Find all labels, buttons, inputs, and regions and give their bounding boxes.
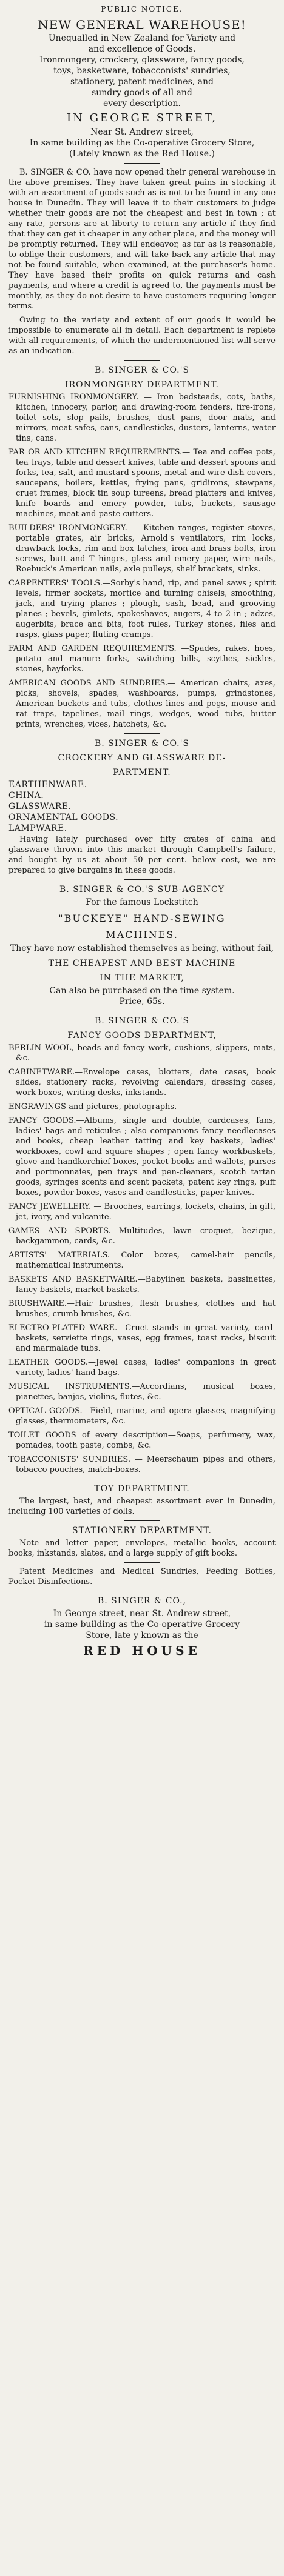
goods-list-line: stationery, patent medicines, and xyxy=(70,77,214,87)
section-title: CROCKERY AND GLASSWARE DE- xyxy=(58,753,226,763)
notice-heading: PUBLIC NOTICE. xyxy=(101,5,183,13)
crockery-item: GLASSWARE. xyxy=(8,802,72,811)
section-firm: B. SINGER & CO.'S xyxy=(94,365,190,375)
ironmongery-entry: AMERICAN GOODS AND SUNDRIES.— American chairs, axes, picks, shovels, spades, washboards, pumps, grindstones, American buckets and tubs, clothes lines and pegs, mouse and rat traps, tapelines, mail rings, wedges, wood tubs, butter prints, wrenches, vices, hatchets, &c. xyxy=(8,679,276,729)
fancy-entry: CABINETWARE.—Envelope cases, blotters, date cases, book slides, stationery racks, revolving calendars, dressing cases, work-boxes, writing desks, inkstands. xyxy=(8,1068,276,1097)
fancy-entry: FANCY JEWELLERY. — Brooches, earrings, lockets, chains, in gilt, jet, ivory, and vulcanite. xyxy=(8,1202,276,1222)
ironmongery-entry: FURNISHING IRONMONGERY. — Iron bedsteads, cots, baths, kitchen, innocery, parlor, and drawing-room fenders, fire-irons, toilet sets, slop pails, brushes, dust pans, door mats, and mirrors, meat safes, cans, candlesticks, dusters, lanterns, water tins, cans. xyxy=(8,393,276,443)
divider xyxy=(124,163,160,164)
section-firm: B. SINGER & CO.'S xyxy=(94,739,190,748)
divider xyxy=(124,360,160,361)
stationery-body: Note and letter paper, envelopes, metallic books, account books, inkstands, slates, and a large supply of gift books. xyxy=(8,1539,276,1558)
subtitle-line: and excellence of Goods. xyxy=(88,44,196,54)
footer-line: in same building as the Co-operative Grocery xyxy=(44,1620,240,1629)
fancy-entry: OPTICAL GOODS.—Field, marine, and opera glasses, magnifying glasses, thermometers, &c. xyxy=(8,1406,276,1426)
patent-body: Patent Medicines and Medical Sundries, Feeding Bottles, Pocket Disinfections. xyxy=(8,1567,276,1586)
address-line: In same building as the Co-operative Grocery Store, xyxy=(29,138,255,148)
agency-line: For the famous Lockstitch xyxy=(86,897,198,907)
section-title: PARTMENT. xyxy=(113,768,171,777)
intro-paragraph: B. SINGER & CO. have now opened their general warehouse in the above premises. They have taken great pains in stocking it with an assortment of goods such as is not to be found in any one house in Dunedin. They will leave it to their customers to judge whether their goods are not the cheapest and best in town ; at any rate, persons are at liberty to return any article if they find that they can get it cheaper in any other place, and the money will be promptly returned. They will endeavor, as far as is reasonable, to oblige their customers, and will take back any article that may not be found suitable, when examined, at the purchaser's home. They have based their profits on quick returns and cash payments, and where a credit is agreed to, the payments must be monthly, as they do not desire to have customers requiring longer terms. xyxy=(8,168,276,311)
goods-list-line: Ironmongery, crockery, glassware, fancy goods, xyxy=(39,55,245,65)
goods-list-line: every description. xyxy=(103,99,181,108)
ironmongery-entry: FARM AND GARDEN REQUIREMENTS. —Spades, rakes, hoes, potato and manure forks, switching bills, scythes, sickles, stones, hayforks. xyxy=(8,644,276,674)
toy-body: The largest, best, and cheapest assortment ever in Dunedin, including 100 varieties of dolls. xyxy=(8,1497,276,1516)
fancy-entry: BRUSHWARE.—Hair brushes, flesh brushes, clothes and hat brushes, crumb brushes, &c. xyxy=(8,1299,276,1319)
fancy-entry: TOILET GOODS of every description—Soaps, perfumery, wax, pomades, tooth paste, combs, &c. xyxy=(8,1431,276,1450)
fancy-entry: BASKETS AND BASKETWARE.—Babylinen baskets, bassinettes, fancy baskets, market baskets. xyxy=(8,1275,276,1294)
crockery-item: CHINA. xyxy=(8,791,44,800)
agency-title: B. SINGER & CO.'S SUB-AGENCY xyxy=(59,885,225,894)
fancy-entry: ENGRAVINGS and pictures, photographs. xyxy=(8,1102,177,1111)
crockery-item: ORNAMENTAL GOODS. xyxy=(8,813,119,822)
footer-line: In George street, near St. Andrew street, xyxy=(53,1609,231,1619)
section-title: STATIONERY DEPARTMENT. xyxy=(72,1526,212,1536)
fancy-entry: FANCY GOODS.—Albums, single and double, cardcases, fans, ladies' bags and reticules ; also companions fancy needlecases and books, cheap leather tatting and key baskets, ladies' workboxes, cowl and square shapes ; open fancy workbaskets, glove and handkerchief boxes, pocket-books and wallets, purses and portmonnaies, pen trays and pen-cleaners, scotch tartan goods, syringes scents and scent packets, patent key rings, puff boxes, powder boxes, vases and candlesticks, paper knives. xyxy=(8,1116,276,1197)
footer-house-name: RED HOUSE xyxy=(83,1643,201,1658)
divider xyxy=(124,1520,160,1521)
agency-line: Can also be purchased on the time system. xyxy=(49,986,235,996)
fancy-entry: GAMES AND SPORTS.—Multitudes, lawn croquet, bezique, backgammon, cards, &c. xyxy=(8,1226,276,1246)
subtitle-line: Unequalled in New Zealand for Variety and xyxy=(48,33,236,43)
agency-claim: THE CHEAPEST AND BEST MACHINE xyxy=(48,959,236,968)
fancy-entry: LEATHER GOODS.—Jewel cases, ladies' companions in great variety, ladies' hand bags. xyxy=(8,1358,276,1377)
divider xyxy=(124,733,160,734)
fancy-entry: ELECTRO-PLATED WARE.—Cruet stands in great variety, card-baskets, serviette rings, vases, egg frames, toast racks, biscuit and marmalade tubs. xyxy=(8,1323,276,1353)
fancy-entry: BERLIN WOOL, beads and fancy work, cushions, slippers, mats, &c. xyxy=(8,1043,276,1063)
fancy-entry: ARTISTS' MATERIALS. Color boxes, camel-hair pencils, mathematical instruments. xyxy=(8,1251,276,1270)
crockery-item: EARTHENWARE. xyxy=(8,780,87,790)
goods-list-line: toys, basketware, tobacconists' sundries, xyxy=(53,66,231,76)
ironmongery-entry: CARPENTERS' TOOLS.—Sorby's hand, rip, and panel saws ; spirit levels, firmer sockets, mortice and turning chisels, smoothing, jack, and trying planes ; plough, sash, bead, and grooving planes ; bevels, gimlets, spokeshaves, augers, 4 to 2 in ; adzes, augerbits, brace and bits, foot rules, Turkey stones, files and rasps, glass paper, fluting cramps. xyxy=(8,579,276,639)
ironmongery-entry: BUILDERS' IRONMONGERY. — Kitchen ranges, register stoves, portable grates, air bricks, Arnold's ventilators, rim locks, drawback locks, rim and box latches, iron and brass bolts, iron screws, butt and T hinges, glass and emery paper, wire nails, Roebuck's American nails, axle pulleys, shelf brackets, sinks. xyxy=(8,524,276,574)
advertisement xyxy=(8,0,276,1658)
crockery-item: LAMPWARE. xyxy=(8,824,67,833)
address-line: (Lately known as the Red House.) xyxy=(69,149,215,159)
fancy-entry: TOBACCONISTS' SUNDRIES. — Meerschaum pipes and others, tobacco pouches, match-boxes. xyxy=(8,1455,276,1474)
street-heading: IN GEORGE STREET, xyxy=(67,111,217,124)
footer-firm: B. SINGER & CO., xyxy=(97,1596,187,1606)
divider xyxy=(124,1562,160,1563)
section-title: IRONMONGERY DEPARTMENT. xyxy=(65,380,219,390)
agency-machine: "BUCKEYE" HAND-SEWING xyxy=(58,913,226,924)
section-firm: B. SINGER & CO.'S xyxy=(94,1016,190,1026)
agency-line: They have now established themselves as being, without fail, xyxy=(10,944,274,953)
footer-line: Store, late y known as the xyxy=(86,1631,198,1640)
crockery-note: Having lately purchased over fifty crates of china and glassware thrown into this market through Campbell's failure, and bought by us at about 50 per cent. below cost, we are prepared to give bargains in these goods. xyxy=(8,835,276,875)
divider xyxy=(124,879,160,880)
section-title: TOY DEPARTMENT. xyxy=(94,1484,190,1494)
address-line: Near St. Andrew street, xyxy=(90,127,194,137)
fancy-entry: MUSICAL INSTRUMENTS.—Accordians, musical boxes, pianettes, banjos, violins, flutes, &c. xyxy=(8,1382,276,1402)
agency-price: Price, 65s. xyxy=(119,997,165,1007)
agency-machine: MACHINES. xyxy=(106,929,178,940)
ironmongery-entry: PAR OR AND KITCHEN REQUIREMENTS.— Tea and coffee pots, tea trays, table and dessert knives, table and dessert spoons and forks, tea, salt, and mustard spoons, metal and wire dish covers, saucepans, boilers, kettles, frying pans, gridirons, stewpans, cruet frames, block tin soup tureens, bread platters and knives, knife boards and emery powder, tubs, buckets, sausage machines, meat and paste cutters. xyxy=(8,448,276,519)
page-title: NEW GENERAL WAREHOUSE! xyxy=(38,18,246,32)
intro-paragraph: Owing to the variety and extent of our goods it would be impossible to enumerate all in detail. Each department is replete with all requirements, of which the undermentioned list will serve as an indication. xyxy=(8,316,276,356)
goods-list-line: sundry goods of all and xyxy=(92,88,192,98)
section-title: FANCY GOODS DEPARTMENT, xyxy=(67,1031,217,1040)
agency-claim: IN THE MARKET, xyxy=(100,973,184,983)
